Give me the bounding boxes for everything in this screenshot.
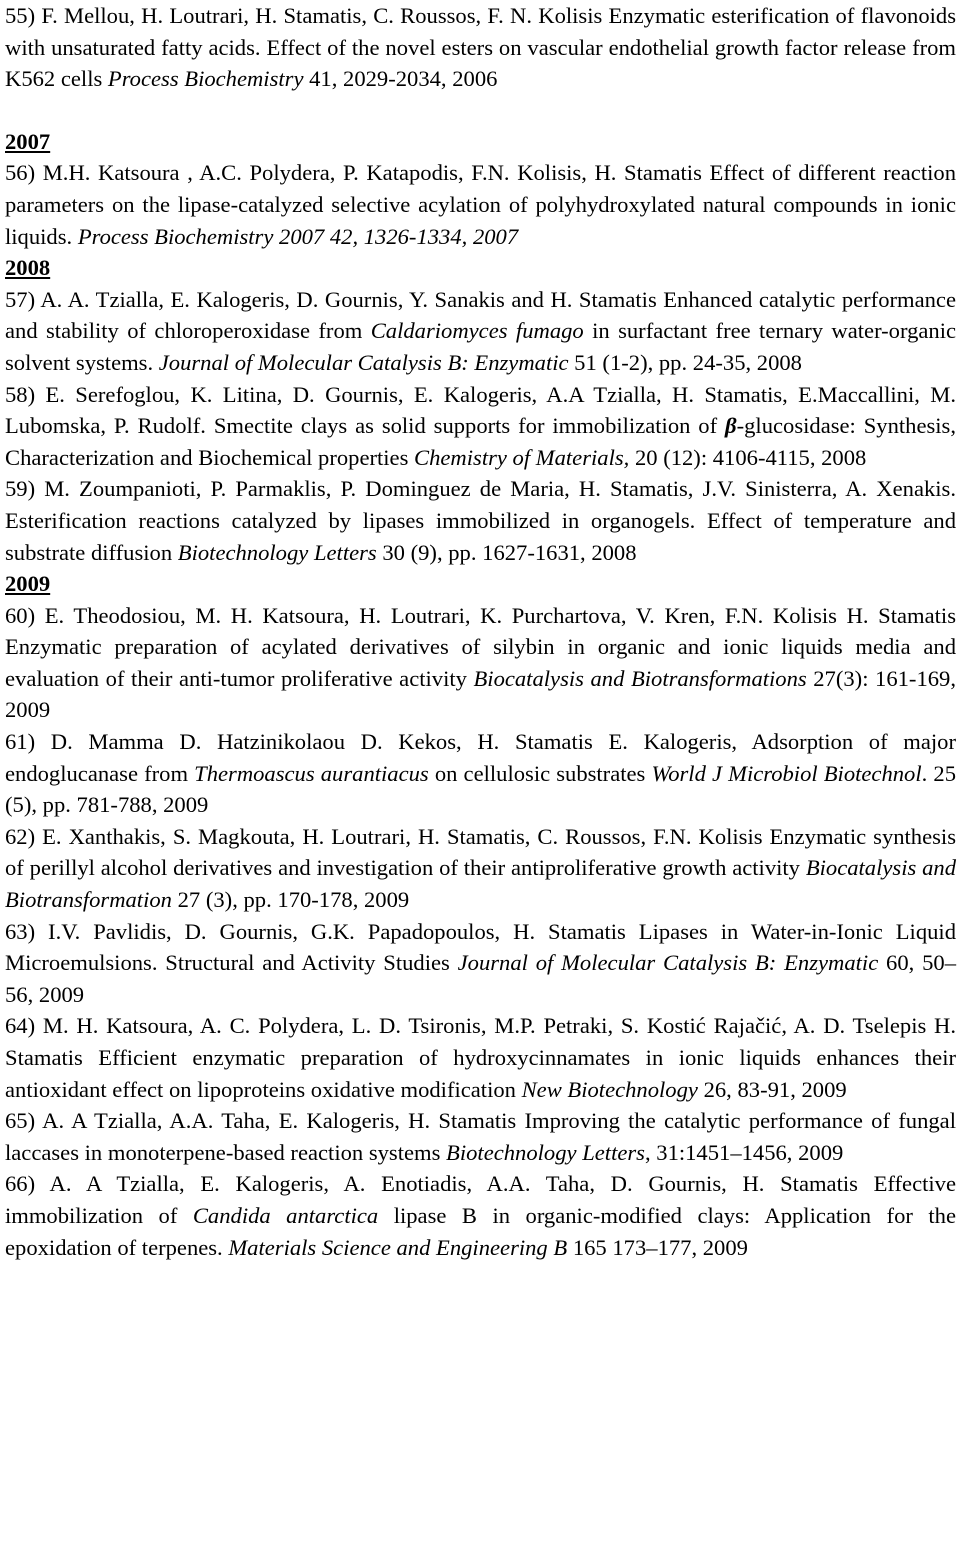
italic-text: Biocatalysis and Biotransformations [473,665,807,691]
italic-text: World J Microbiol Biotechnol [651,760,922,786]
reference-text: , 31:1451–1456, 2009 [644,1139,844,1165]
italic-text: Process Biochemistry 2007 42, 1326-1334, 2007 [77,223,519,249]
italic-text: Journal of Molecular Catalysis B: Enzymatic [457,950,879,976]
italic-text: Thermoascus aurantiacus [194,760,429,786]
italic-text: Biotechnology Letters [446,1139,645,1165]
reference-entry [5,284,956,379]
reference-text: 64) M. H. Katsoura, A. C. Polydera, L. D. Tsironis, M.P. Petraki, S. Kostić Rajačić, A. D. Tselepis H. Stamatis Efficient enzymatic preparation of hydroxycinnamates in ionic liquids enhances their antioxidant effect on lipoproteins oxidative modification [5,1013,956,1102]
reference-text: on cellulosic substrates [428,760,652,786]
italic-text: Biotechnology Letters [177,539,377,565]
reference-entry [5,916,956,1011]
greek-symbol: β [725,413,737,439]
reference-entry [5,821,956,916]
reference-text: 165 173–177, 2009 [567,1234,748,1260]
italic-text: New Biotechnology [521,1076,698,1102]
italic-text: Caldariomyces fumago [370,318,584,344]
reference-text: 66) A. A Tzialla, E. Kalogeris, A. Enotiadis, A.A. Taha, D. Gournis, H. Stamatis Effective immobilization of [5,1171,956,1228]
reference-text: 41, 2029-2034, 2006 [303,66,498,92]
reference-text: lipase B in organic-modified clays: Application for the epoxidation of terpenes. [5,1202,956,1260]
reference-text: 59) M. Zoumpanioti, P. Parmaklis, P. Dominguez de Maria, H. Stamatis, J.V. Sinisterra, A. Xenakis. Esterification reactions catalyzed by lipases immobilized in organogels. Effect of temperature and substrate diffusion [5,476,956,565]
reference-text: 27(3): 161-169, 2009 [5,665,956,723]
reference-text: 20 (12): 4106-4115, 2008 [629,444,867,470]
reference-entry [5,600,956,726]
reference-entry [5,379,956,474]
reference-text: 57) A. A. Tzialla, E. Kalogeris, D. Gournis, Y. Sanakis and H. Stamatis Enhanced catalytic performance and stability of chloroperoxidase from [5,286,956,344]
reference-text: in surfactant free ternary water-organic solvent systems. [5,318,957,375]
reference-text: 27 (3), pp. 170-178, 2009 [171,887,410,913]
reference-text: -glucosidase: Synthesis, Characterization and Biochemical properties [5,413,956,470]
reference-text: 62) E. Xanthakis, S. Magkouta, H. Loutrari, H. Stamatis, C. Roussos, F.N. Kolisis Enzymatic synthesis of perillyl alcohol derivatives and investigation of their antiproliferative growth activity [5,823,956,881]
reference-text: 58) E. Serefoglou, K. Litina, D. Gournis, E. Kalogeris, A.A Tzialla, H. Stamatis, E.Maccallini, M. Lubomska, P. Rudolf. Smectite clays as solid supports for immobilization of [5,381,956,439]
reference-text: 55) F. Mellou, H. Loutrari, H. Stamatis, C. Roussos, F. N. Kolisis Enzymatic esterification of flavonoids with unsaturated fatty acids. Effect of the novel esters on vascular endothelial growth factor release from K562 cells [5,3,956,92]
year-heading: 2008 [5,255,51,281]
reference-entry [5,157,956,252]
year-heading: 2007 [5,128,51,154]
reference-entry [5,1168,956,1263]
italic-text: Journal of Molecular Catalysis B: Enzymatic [158,349,569,375]
reference-text: 30 (9), pp. 1627-1631, 2008 [376,539,637,565]
reference-entry [5,726,956,821]
italic-text: Biocatalysis and Biotransformation [5,855,957,913]
reference-text: . 25 (5), pp. 781-788, 2009 [5,760,956,818]
reference-entry [5,0,956,95]
reference-text: 60, 50–56, 2009 [5,950,956,1007]
italic-text: Candida antarctica [192,1202,379,1228]
reference-text: 63) I.V. Pavlidis, D. Gournis, G.K. Papadopoulos, H. Stamatis Lipases in Water-in-Ionic Liquid Microemulsions. Structural and Activity Studies [5,918,956,976]
reference-entry [5,473,956,568]
italic-text: Chemistry of Materials, [414,444,630,470]
reference-text: 60) E. Theodosiou, M. H. Katsoura, H. Loutrari, K. Purchartova, V. Kren, F.N. Kolisis H. Stamatis Enzymatic preparation of acylated derivatives of silybin in organic and ionic liquids media and evaluation of their anti-tumor proliferative activity [5,602,956,691]
reference-text: 56) M.H. Katsoura , A.C. Polydera, P. Katapodis, F.N. Kolisis, H. Stamatis Effect of different reaction parameters on the lipase-catalyzed selective acylation of polyhydroxylated natural compounds in ionic liquids. [5,160,956,249]
reference-entry [5,1010,956,1105]
reference-text: 26, 83-91, 2009 [697,1076,847,1102]
reference-text: 61) D. Mamma D. Hatzinikolaou D. Kekos, H. Stamatis E. Kalogeris, Adsorption of major endoglucanase from [5,729,956,786]
reference-entry [5,1105,956,1168]
italic-text: Process Biochemistry [107,66,304,92]
reference-text: 51 (1-2), pp. 24-35, 2008 [568,349,802,375]
italic-text: Materials Science and Engineering B [228,1234,568,1260]
year-heading: 2009 [5,571,51,597]
reference-text: 65) A. A Tzialla, A.A. Taha, E. Kalogeris, H. Stamatis Improving the catalytic performance of fungal laccases in monoterpene-based reaction systems [5,1108,956,1165]
